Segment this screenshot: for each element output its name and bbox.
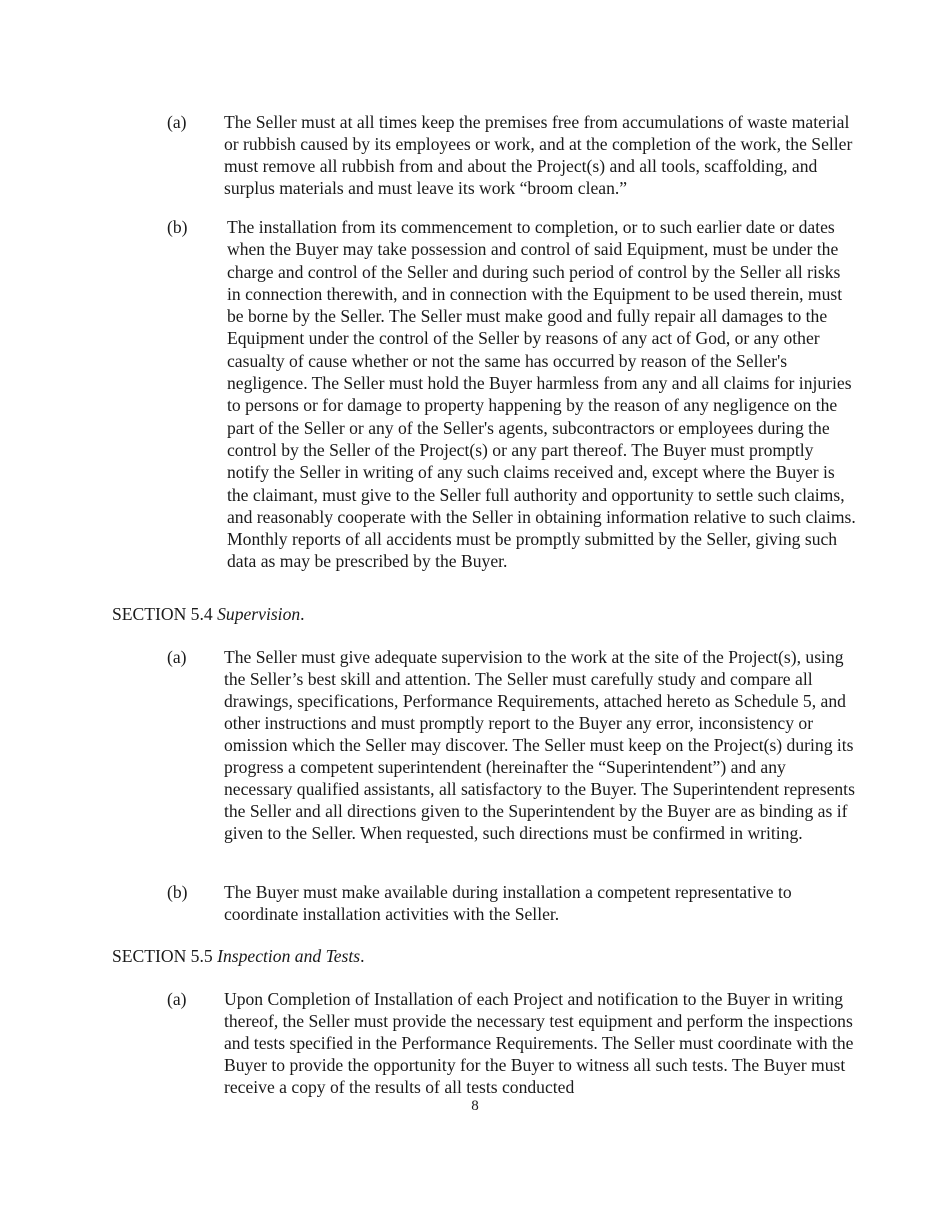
paragraph-label: (b) [167, 882, 188, 902]
section-title-period: . [360, 946, 365, 966]
section-5-5-heading [112, 945, 365, 967]
section-number: SECTION 5.4 [112, 604, 213, 624]
paragraph-text: Upon Completion of Installation of each Project and notification to the Buyer in writing thereof, the Seller must provide the necessary test equipment and perform the inspections and tests specified in the Performance Requirements. The Seller must coordinate with the Buyer to provide the opportunity for the Buyer to witness all such tests. The Buyer must receive a copy of the results of all tests conducted [224, 989, 854, 1097]
paragraph-5-4-a [167, 646, 857, 844]
paragraph-text: The Buyer must make available during installation a competent representative to coordinate installation activities with the Seller. [224, 882, 792, 924]
section-title: Inspection and Tests [217, 946, 361, 966]
section-number: SECTION 5.5 [112, 946, 213, 966]
paragraph-5-3-a [167, 111, 857, 199]
paragraph-5-4-b [167, 881, 857, 925]
paragraph-text: The installation from its commencement to completion, or to such earlier date or dates when the Buyer may take possession and control of said Equipment, must be under the charge and control of the Seller and during such period of control by the Seller all risks in connection therewith, and in connection with the Equipment to be used therein, must be borne by the Seller. The Seller must make good and fully repair all damages to the Equipment under the control of the Seller by reasons of any act of God, or any other casualty of cause whether or not the same has occurred by reason of the Seller's negligence. The Seller must hold the Buyer harmless from any and all claims for injuries to persons or for damage to property happening by the reason of any negligence on the part of the Seller or any of the Seller's agents, subcontractors or employees during the control by the Seller of the Project(s) or any part thereof. The Buyer must promptly notify the Seller in writing of any such claims received and, except where the Buyer is the claimant, must give to the Seller full authority and opportunity to settle such claims, and reasonably cooperate with the Seller in obtaining information relative to such claims. Monthly reports of all accidents must be promptly submitted by the Seller, giving such data as may be prescribed by the Buyer. [227, 217, 856, 572]
paragraph-label: (a) [167, 989, 187, 1009]
paragraph-text: The Seller must at all times keep the premises free from accumulations of waste material or rubbish caused by its employees or work, and at the completion of the work, the Seller must remove all rubbish from and about the Project(s) and all tools, scaffolding, and surplus materials and must leave its work “broom clean.” [224, 112, 853, 198]
section-5-4-heading [112, 603, 305, 625]
paragraph-label: (b) [167, 217, 188, 237]
paragraph-5-5-a [167, 988, 857, 1098]
paragraph-5-3-b [167, 216, 857, 573]
section-title: Supervision [217, 604, 301, 624]
paragraph-text: The Seller must give adequate supervision to the work at the site of the Project(s), using the Seller’s best skill and attention. The Seller must carefully study and compare all drawings, specifications, Performance Requirements, attached hereto as Schedule 5, and other instructions and must promptly report to the Buyer any error, inconsistency or omission which the Seller may discover. The Seller must keep on the Project(s) during its progress a competent superintendent (hereinafter the “Superintendent”) and any necessary qualified assistants, all satisfactory to the Buyer. The Superintendent represents the Seller and all directions given to the Superintendent by the Buyer are as binding as if given to the Seller. When requested, such directions must be confirmed in writing. [224, 647, 855, 843]
paragraph-label: (a) [167, 647, 187, 667]
section-title-period: . [300, 604, 305, 624]
page-number: 8 [471, 1098, 479, 1114]
paragraph-label: (a) [167, 112, 187, 132]
